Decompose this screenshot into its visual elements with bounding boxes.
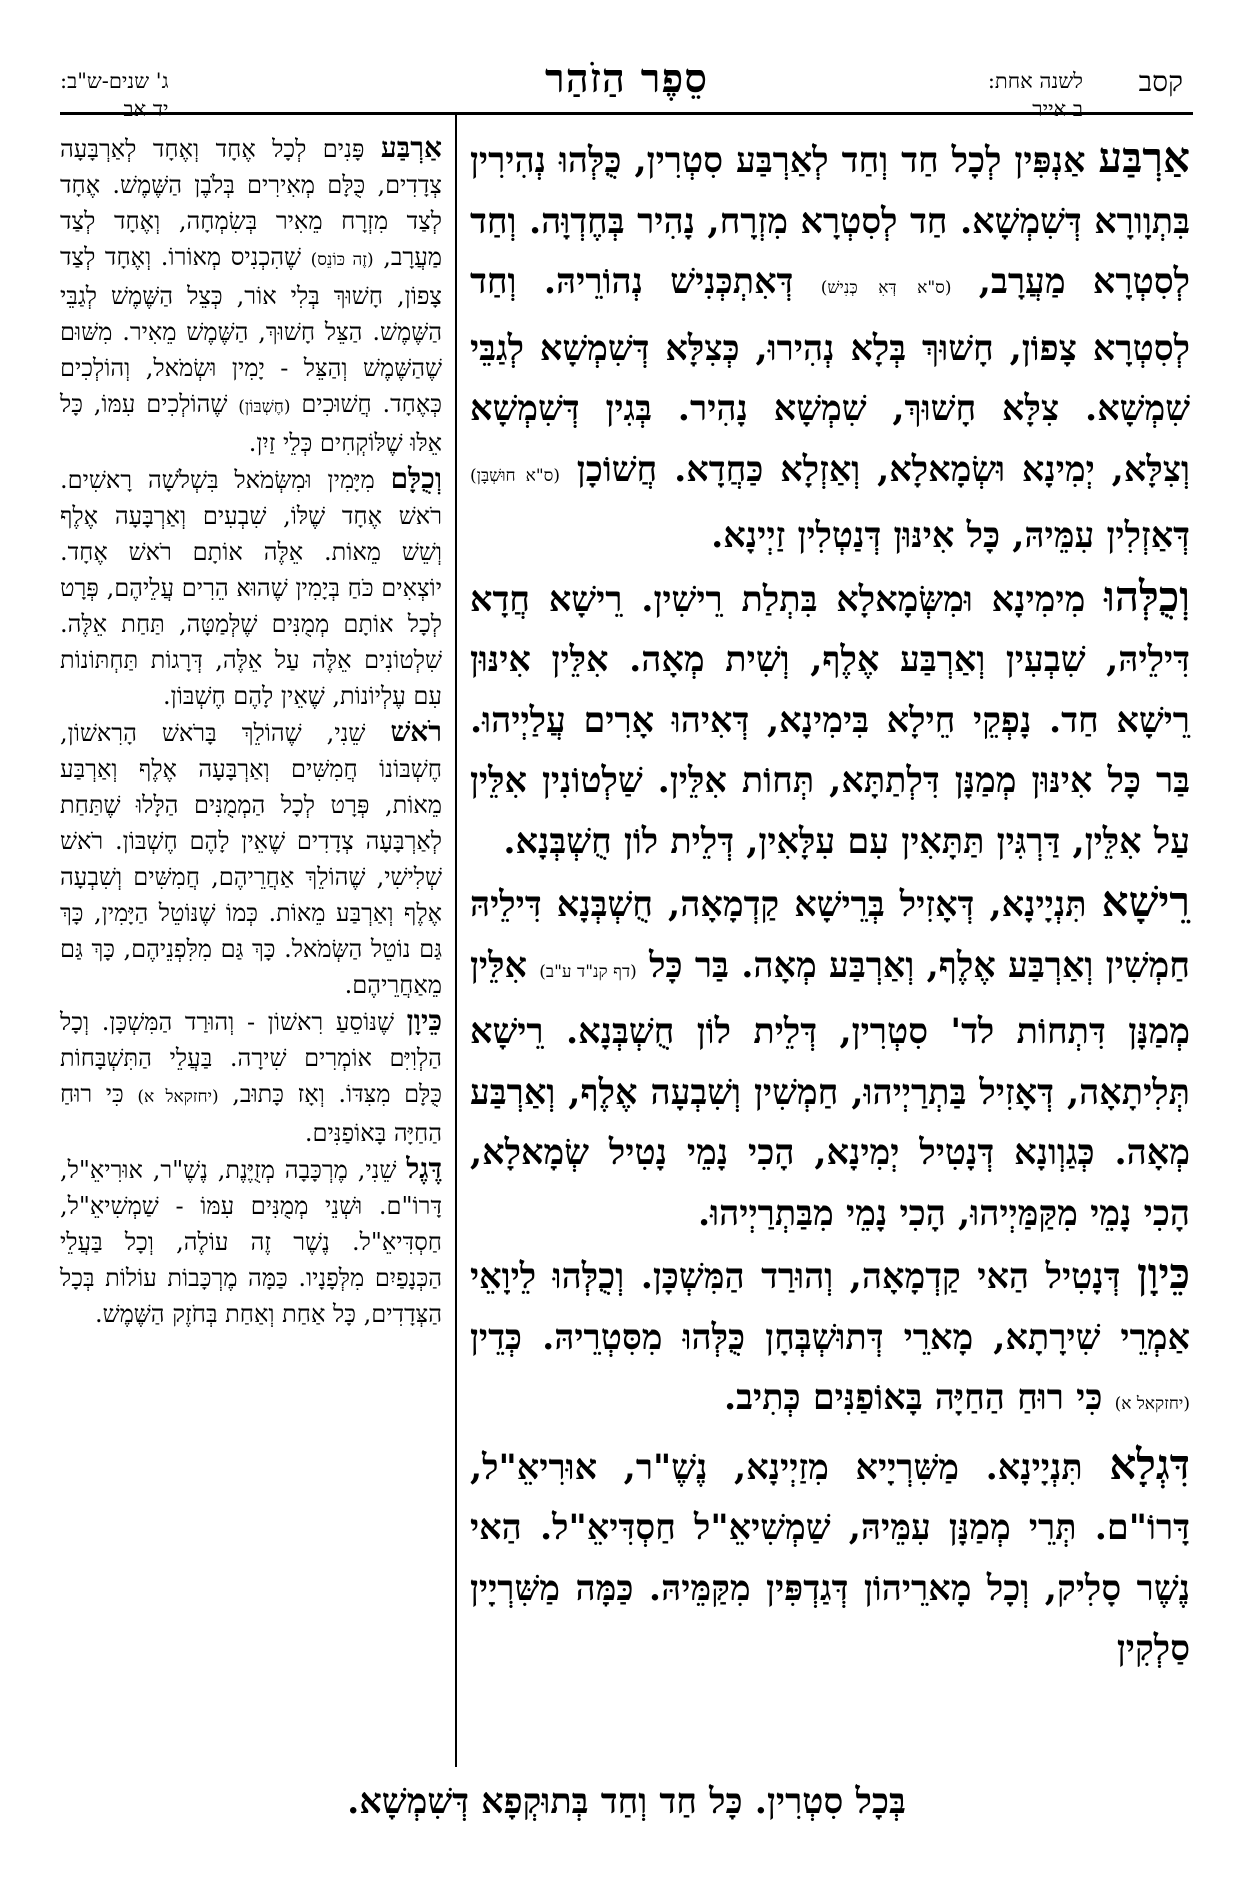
paragraph-text: דְּאַזְלִין עִמֵּיהּ, כָּל אִינּוּן דְּנַטְלִין זַיְינָא.	[711, 515, 1190, 556]
aramaic-text-column	[470, 128, 1190, 1680]
paragraph-text: תִּנְיָינָא, דְּאָזִיל בְּרֵישָׁא קַדְמָאָה, חֻשְׁבְּנָא דִּילֵיהּ חַמְשִׁין וְאַרְבַּע אֶלֶף, וְאַרְבַּע מְאָה. בַּר כָּל	[470, 884, 1191, 986]
variant-note: (ס"א דְּאִ כְּנִישׁ)	[820, 278, 952, 298]
schedule-date: יד אב	[123, 97, 169, 121]
lead-word: אַרְבַּע	[380, 131, 442, 164]
verse-reference: (יחזקאל א)	[137, 1087, 219, 1107]
verse-reference: (יחזקאל א)	[1114, 1394, 1190, 1414]
hebrew-translation-column	[60, 130, 442, 1332]
paragraph	[470, 1435, 1190, 1680]
book-title: סֵפֶר הַזֹהַר	[545, 55, 708, 102]
paragraph	[60, 714, 442, 1003]
variant-note: (זֶה כּוֹנֵס)	[310, 250, 374, 270]
paragraph-text: אַנְפִּין לְכָל חַד וְחַד לְאַרְבַּע סִטְרִין, כֻּלְּהוּ נְהִירִין בִּתְוָורָא דְּשִׁמְשָׁא. חַד לְסִטְרָא מִזְרָח, נָהִיר בְּחֶדְוָּה. וְחַד לְסִטְרָא מַעֲרָב,	[470, 140, 1191, 302]
paragraph-text: כִּי רוּחַ הַחַיָּה בָּאוֹפַנִּים.	[60, 1080, 442, 1147]
page-header	[60, 55, 1193, 130]
paragraph-text: דְּאִתְכְּנִישׁ נְהוֹרֵיהּ. וְחַד לְסִטְרָא צָפוֹן, חָשׁוּךְ בְּלָא נְהִירוּ, כְּצִלָּא דְּשִׁמְשָׁא לְגַבֵּי שִׁמְשָׁא. צִלָּא חָשׁוּךְ, שִׁמְשָׁא נָהִיר. בְּגִין דְּשִׁמְשָׁא וְצִלָּא, יְמִינָא וּשְׂמָאלָא, וְאַזְלָא כַּחֲדָא. חֲשׁוֹכָן	[470, 261, 1190, 490]
paragraph	[470, 128, 1190, 567]
paragraph-text: שֶׁהוֹלְכִים עִמּוֹ, כָּל אֵלּוּ שֶׁלּוֹקְחִים כְּלֵי זַיִן.	[60, 390, 442, 457]
schedule-label: ג' שנים-ש"ב:	[60, 69, 169, 93]
paragraph-text: מִיָּמִין וּמִשְּׂמֹאל בִּשְׁלֹשָׁה רָאשִׁים. רֹאשׁ אֶחָד שֶׁלּוֹ, שִׁבְעִים וְאַרְבָּעָה אֶלֶף וְשֵׁשׁ מֵאוֹת. אֵלֶּה אוֹתָם רֹאשׁ אֶחָד. יוֹצְאִים כֹּחַ בְּיָמִין שֶׁהוּא הֵרִים עֲלֵיהֶם, פְּרָט לְכָל אוֹתָם מְמֻנִּים שֶׁלְּמַטָּה, תַּחַת אֵלֶּה. שִׁלְטוֹנִים אֵלֶּה עַל אֵלֶּה, דְּרָגוֹת תַּחְתּוֹנוֹת עִם עֶלְיוֹנוֹת, שֶׁאֵין לָהֶם חֶשְׁבּוֹן.	[60, 466, 442, 710]
paragraph-text: פָּנִים לְכָל אֶחָד וְאֶחָד לְאַרְבָּעָה צְדָדִים, כֻּלָּם מְאִירִים בְּלֹבֶן הַשֶּׁמֶשׁ. אֶחָד לְצַד מִזְרָח מֵאִיר בְּשִׂמְחָה, וְאֶחָד לְצַד מַעֲרָב,	[60, 135, 442, 271]
lead-word: כֵּיוָן	[1137, 1249, 1190, 1298]
header-divider	[60, 112, 1193, 115]
lead-word: וְכֻלְּהוּ	[1104, 571, 1190, 621]
lead-word: אַרְבַּע	[1098, 133, 1190, 182]
paragraph-text: שֵׁנִי, מֶרְכָּבָה מְזֻיֶּנֶת, נֶשֶׁ"ר, אוּרִיאֵ"ל, דָּרוֹ"ם. וּשְׁנֵי מְמֻנִּים עִמּוֹ - שַׁמְשִׁיאֵ"ל, חַסְדִּיאֵ"ל. נֶשֶׁר זֶה עוֹלֶה, וְכָל בַּעֲלֵי הַכְּנָפַיִם מִלְּפָנָיו. כַּמָּה מֶרְכָּבוֹת עוֹלוֹת בְּכָל הַצְּדָדִים, כָּל אַחַת וְאַחַת בְּחֹזֶק הַשֶּׁמֶשׁ.	[60, 1156, 442, 1328]
schedule-label: לשנה אחת:	[987, 69, 1083, 93]
lead-word: דִּגְלָא	[1109, 1439, 1190, 1489]
paragraph-text: מִימִינָא וּמִשְּׂמָאלָא בִּתְלַת רֵישִׁין. רֵישָׁא חֲדָא דִּילֵיהּ, שִׁבְעִין וְאַרְבַּע אֶלֶף, וְשִׁית מְאָה. אִלֵּין אִינּוּן רֵישָׁא חַד. נָפְקֵי חֵילָא בִּימִינָא, דְּאִיהוּ אָרִים עֲלַיְיהוּ. בַּר כָּל אִינּוּן מְמַנָּן דִּלְתַתָּא, תְּחוֹת אִלֵּין. שַׁלְטוֹנִין אִלֵּין עַל אִלֵּין, דַּרְגִּין תַּתָּאִין עִם עִלָּאִין, דְּלֵית לוֹן חֻשְׁבְּנָא.	[470, 578, 1190, 862]
paragraph-text: אִלֵּין מְמַנָּן דִּתְחוֹת לד' סִטְרִין, דְּלֵית לוֹן חֻשְׁבְּנָא. רֵישָׁא תְּלִיתָאָה, דְּאָזִיל בַּתְרַיְיהוּ, חַמְשִׁין וְשִׁבְעָה אֶלֶף, וְאַרְבַּע מְאָה. כְּגַוְונָא דְּנָטִיל יְמִינָא, הָכִי נָמֵי נָטִיל שְׂמָאלָא, הָכִי נָמֵי מִקַּמַּיְיהוּ, הָכִי נָמֵי מִבַּתְרַיְיהוּ.	[470, 944, 1190, 1234]
lead-word: דֶּגֶל	[406, 1152, 442, 1185]
variant-note: (חֶשְׁבּוֹן)	[238, 397, 291, 417]
page-reference: (דף קנ"ד ע"ב)	[539, 961, 637, 982]
paragraph-text: שֶׁהִכְנִיס מְאוֹרוֹ. וְאֶחָד לְצַד צָפוֹן, חָשׁוּךְ בְּלִי אוֹר, כְּצֵל הַשֶּׁמֶשׁ לְגַבֵּי הַשֶּׁמֶשׁ. הַצֵּל חָשׁוּךְ, הַשֶּׁמֶשׁ מֵאִיר. מִשּׁוּם שֶׁהַשֶּׁמֶשׁ וְהַצֵּל - יָמִין וּשְׂמֹאל, וְהוֹלְכִים כְּאֶחָד. חֲשׁוּכִים	[60, 243, 442, 418]
paragraph	[60, 461, 442, 714]
closing-line: בְּכָל סִטְרִין. כָּל חַד וְחַד בְּתוּקְפָא דְּשִׁמְשָׁא.	[347, 1781, 906, 1822]
paragraph	[470, 567, 1190, 873]
lead-word: רֹאשׁ	[390, 715, 442, 748]
lead-word: כֵּיוָן	[406, 1004, 442, 1037]
variant-note: (ס"א חוּשְׁבָּן)	[470, 465, 560, 486]
schedule-date: ב אייר	[1032, 97, 1083, 121]
paragraph	[60, 130, 442, 461]
lead-word: רֵישָׁא	[1101, 877, 1190, 926]
paragraph-text: כִּי רוּחַ הַחַיָּה בָּאוֹפַנִּים כְּתִיב.	[723, 1377, 1115, 1418]
paragraph	[60, 1003, 442, 1151]
paragraph-text: תִּנְיָינָא. מַשִּׁרְיָיא מִזַיְינָא, נֶשֶׁ"ר, אוּרִיאֵ"ל, דָּרוֹ"ם. תְּרֵי מְמַנָּן עִמֵּיהּ, שַׁמְשִׁיאֵ"ל חַסְדִּיאֵ"ל. הַאי נֶשֶׁר סָלִיק, וְכָל מָארֵיהוֹן דְּגַדְפִּין מִקַּמֵּיהּ. כַּמָּה מַשִּׁרְיָין סַלְקִין	[470, 1446, 1190, 1669]
page-number: קסב	[1138, 65, 1183, 98]
paragraph-text: דְּנָטִיל הַאי קַדְמָאָה, וְהוּרַד הַמִּשְׁכָּן. וְכֻלְּהוּ לֵיוָאֵי אַמְרֵי שִׁירָתָא, מָארֵי דְּתוּשְׁבְּחָן כֻּלְּהוּ מִסִּטְרֵיהּ. כְּדֵין	[470, 1256, 1190, 1358]
paragraph	[470, 1244, 1190, 1435]
paragraph	[60, 1151, 442, 1332]
paragraph	[470, 872, 1190, 1244]
paragraph-text: שֵׁנִי, שֶׁהוֹלֵךְ בָּרֹאשׁ הָרִאשׁוֹן, חֶשְׁבּוֹנוֹ חֲמִשִּׁים וְאַרְבָּעָה אֶלֶף וְאַרְבַּע מֵאוֹת, פְּרָט לְכָל הַמְמֻנִּים הַלָּלוּ שֶׁתַּחַת לְאַרְבָּעָה צְדָדִים שֶׁאֵין לָהֶם חֶשְׁבּוֹן. רֹאשׁ שְׁלִישִׁי, שֶׁהוֹלֵךְ אַחֲרֵיהֶם, חֲמִשִּׁים וְשִׁבְעָה אֶלֶף וְאַרְבַּע מֵאוֹת. כְּמוֹ שֶׁנּוֹטֵל הַיָּמִין, כָּךְ גַּם נוֹטֵל הַשְּׂמֹאל. כָּךְ גַּם מִלִּפְנֵיהֶם, כָּךְ גַּם מֵאַחֲרֵיהֶם.	[60, 719, 442, 999]
column-divider	[455, 112, 457, 1767]
lead-word: וְכֻלָּם	[390, 462, 442, 495]
paragraph-text: שֶׁנּוֹסֵעַ רִאשׁוֹן - וְהוּרַד הַמִּשְׁכָּן. וְכָל הַלְוִיִּם אוֹמְרִים שִׁירָה. בַּעֲלֵי הַתִּשְׁבָּחוֹת כֻּלָּם מִצִּדּוֹ. וְאָז כָּתוּב,	[60, 1008, 442, 1108]
